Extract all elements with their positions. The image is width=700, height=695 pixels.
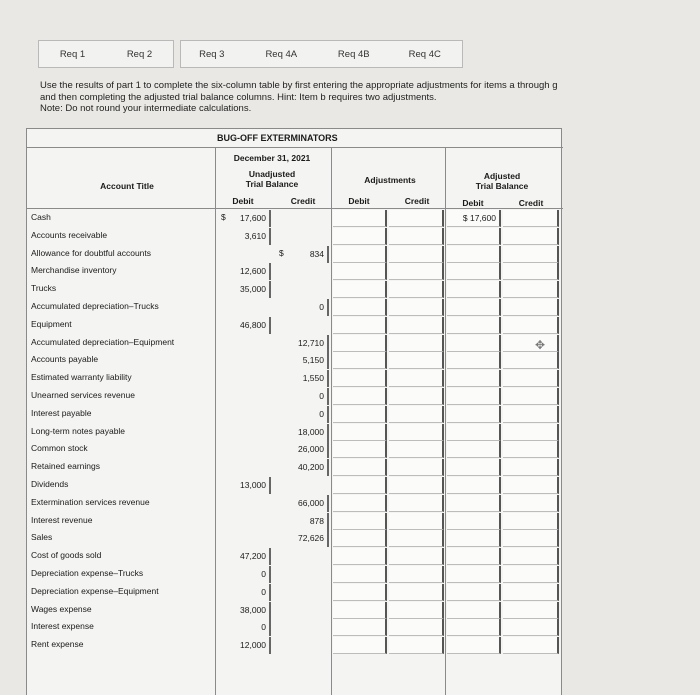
adjusted-debit-input[interactable] bbox=[447, 619, 501, 636]
unadjusted-credit-cell bbox=[275, 619, 329, 636]
adjustment-debit-input[interactable] bbox=[333, 281, 387, 298]
adjustment-credit-input[interactable] bbox=[389, 441, 444, 458]
adjustment-debit-input[interactable] bbox=[333, 228, 387, 245]
adjusted-credit-input[interactable] bbox=[503, 513, 559, 530]
adjusted-debit-input[interactable] bbox=[447, 495, 501, 512]
adjustment-credit-input[interactable] bbox=[389, 246, 444, 263]
adjustment-credit-input[interactable] bbox=[389, 637, 444, 654]
statement-date: December 31, 2021 bbox=[233, 153, 311, 163]
adjustment-debit-input[interactable] bbox=[333, 406, 387, 423]
account-title-cell: Rent expense bbox=[31, 639, 84, 650]
adjustment-credit-input[interactable] bbox=[389, 584, 444, 601]
adjustment-debit-input[interactable] bbox=[333, 299, 387, 316]
adjusted-credit-input[interactable] bbox=[503, 424, 559, 441]
unadjusted-debit-cell: 12,600 bbox=[233, 263, 271, 280]
adjusted-debit-input[interactable] bbox=[447, 530, 501, 547]
adjusted-credit-input[interactable] bbox=[503, 477, 559, 494]
adjustment-credit-input[interactable] bbox=[389, 228, 444, 245]
col-divider bbox=[331, 147, 332, 695]
adjusted-credit-input[interactable] bbox=[503, 317, 559, 334]
adjustment-credit-input[interactable] bbox=[389, 424, 444, 441]
tab-group-1 bbox=[38, 40, 174, 68]
adjustment-credit-input[interactable] bbox=[389, 602, 444, 619]
adjusted-debit-header: Debit bbox=[462, 198, 484, 208]
adjustment-credit-input[interactable] bbox=[389, 477, 444, 494]
unadjusted-credit-cell: 0 bbox=[275, 406, 329, 423]
unadjusted-debit-cell bbox=[233, 246, 271, 263]
adjusted-credit-input[interactable] bbox=[503, 459, 559, 476]
adjusted-credit-input[interactable] bbox=[503, 406, 559, 423]
adjusted-credit-input[interactable] bbox=[503, 388, 559, 405]
unadjusted-credit-cell: 66,000 bbox=[275, 495, 329, 512]
adjusted-debit-input[interactable] bbox=[447, 602, 501, 619]
unadjusted-debit-cell bbox=[233, 441, 271, 458]
account-title-cell: Estimated warranty liability bbox=[31, 372, 132, 383]
adjustment-credit-input[interactable] bbox=[389, 548, 444, 565]
account-title-cell: Depreciation expense–Trucks bbox=[31, 568, 144, 578]
unadjusted-credit-cell bbox=[275, 477, 329, 494]
adjusted-debit-input[interactable] bbox=[447, 281, 501, 298]
adjusted-credit-input[interactable] bbox=[503, 566, 559, 583]
adjusted-debit-input[interactable] bbox=[447, 406, 501, 423]
adjusted-debit-input[interactable] bbox=[447, 513, 501, 530]
adjusted-credit-input[interactable] bbox=[503, 637, 559, 654]
adjustment-debit-input[interactable] bbox=[333, 459, 387, 476]
unadjusted-credit-header: Credit bbox=[290, 196, 316, 206]
unadjusted-credit-cell: 5,150 bbox=[275, 352, 329, 369]
unadjusted-debit-cell: 46,800 bbox=[233, 317, 271, 334]
account-title-cell: Merchandise inventory bbox=[31, 265, 117, 276]
tab-req-4b[interactable]: Req 4B bbox=[337, 48, 370, 60]
adjustment-debit-input[interactable] bbox=[333, 246, 387, 263]
unadjusted-debit-cell: 12,000 bbox=[233, 637, 271, 654]
adjustment-debit-input[interactable] bbox=[333, 335, 387, 352]
worksheet-table bbox=[26, 128, 562, 695]
adjusted-credit-input[interactable] bbox=[503, 619, 559, 636]
col-divider bbox=[215, 147, 216, 695]
unadjusted-debit-cell bbox=[233, 513, 271, 530]
account-title-cell: Long-term notes payable bbox=[31, 425, 126, 436]
adjustments-debit-header: Debit bbox=[348, 196, 370, 206]
account-title-cell: Retained earnings bbox=[31, 461, 100, 472]
adjustment-credit-input[interactable] bbox=[389, 299, 444, 316]
adjusted-credit-input[interactable] bbox=[503, 299, 559, 316]
company-name: BUG-OFF EXTERMINATORS bbox=[217, 133, 338, 143]
adjusted-credit-input[interactable] bbox=[503, 246, 559, 263]
adjustment-credit-input[interactable] bbox=[389, 281, 444, 298]
adjustment-credit-input[interactable] bbox=[389, 530, 444, 547]
adjusted-debit-input[interactable] bbox=[447, 548, 501, 565]
unadjusted-credit-cell: 0 bbox=[275, 388, 329, 405]
unadjusted-credit-cell: 72,626 bbox=[275, 530, 329, 547]
unadjusted-debit-cell bbox=[233, 370, 271, 387]
adjustment-credit-input[interactable] bbox=[389, 352, 444, 369]
adjustment-credit-input[interactable] bbox=[389, 513, 444, 530]
unadjusted-debit-cell bbox=[233, 299, 271, 316]
instructions-line-2: and then completing the adjusted trial balance columns. Hint: Item b requires two adjustments. bbox=[40, 91, 437, 103]
adjusted-debit-input[interactable] bbox=[447, 335, 501, 352]
account-title-cell: Common stock bbox=[31, 443, 88, 454]
adjusted-debit-input[interactable] bbox=[447, 317, 501, 334]
adjusted-credit-input[interactable] bbox=[503, 281, 559, 298]
adjusted-credit-input[interactable] bbox=[503, 335, 559, 352]
adjusted-debit-input[interactable] bbox=[447, 370, 501, 387]
adjustment-credit-input[interactable] bbox=[389, 370, 444, 387]
adjusted-credit-input[interactable] bbox=[503, 495, 559, 512]
unadjusted-credit-cell bbox=[275, 637, 329, 654]
account-title-cell: Extermination services revenue bbox=[31, 496, 150, 507]
unadjusted-credit-cell bbox=[275, 584, 329, 601]
account-title-cell: Trucks bbox=[31, 283, 57, 294]
adjusted-credit-input[interactable] bbox=[503, 263, 559, 280]
account-title-cell: Allowance for doubtful accounts bbox=[31, 247, 152, 258]
unadjusted-debit-cell: 13,000 bbox=[233, 477, 271, 494]
unadjusted-debit-cell: 47,200 bbox=[233, 548, 271, 565]
adjustment-debit-input[interactable] bbox=[333, 637, 387, 654]
unadjusted-debit-cell: 3,610 bbox=[233, 228, 271, 245]
adjustment-credit-input[interactable] bbox=[389, 495, 444, 512]
adjusted-debit-input[interactable] bbox=[447, 441, 501, 458]
account-title-cell: Interest expense bbox=[31, 621, 94, 632]
unadjusted-debit-header: Debit bbox=[232, 196, 254, 206]
tab-group-2 bbox=[180, 40, 463, 68]
unadjusted-credit-cell: 18,000 bbox=[275, 424, 329, 441]
account-title-cell: Depreciation expense–Equipment bbox=[31, 585, 159, 596]
adjustment-debit-input[interactable] bbox=[333, 619, 387, 636]
adjusted-header bbox=[447, 171, 557, 191]
unadjusted-debit-cell bbox=[233, 406, 271, 423]
adjustment-debit-input[interactable] bbox=[333, 602, 387, 619]
account-title-cell: Accumulated depreciation–Equipment bbox=[31, 336, 175, 347]
account-title-cell: Sales bbox=[31, 532, 53, 543]
adjustment-debit-input[interactable] bbox=[333, 513, 387, 530]
adjustment-debit-input[interactable] bbox=[333, 424, 387, 441]
instructions-line-1: Use the results of part 1 to complete the six-column table by first entering the appropriate adjustments for items a through g bbox=[40, 80, 558, 91]
tab-req-2[interactable]: Req 2 bbox=[126, 48, 153, 60]
adjustment-debit-input[interactable] bbox=[333, 263, 387, 280]
unadjusted-label: Unadjusted bbox=[248, 169, 296, 179]
adjustments-header: Adjustments bbox=[364, 175, 416, 185]
adjusted-debit-input[interactable] bbox=[447, 637, 501, 654]
unadjusted-credit-cell: 40,200 bbox=[275, 459, 329, 476]
adjusted-debit-input[interactable] bbox=[447, 424, 501, 441]
adjusted-debit-input[interactable] bbox=[447, 299, 501, 316]
adjusted-credit-header: Credit bbox=[518, 198, 544, 208]
adjusted-debit-input[interactable] bbox=[447, 228, 501, 245]
adjusted-debit-input[interactable] bbox=[447, 584, 501, 601]
adjusted-credit-input[interactable] bbox=[503, 530, 559, 547]
adjusted-credit-input[interactable] bbox=[503, 548, 559, 565]
adjusted-credit-input[interactable] bbox=[503, 602, 559, 619]
account-title-cell: Equipment bbox=[31, 318, 72, 329]
adjusted-credit-input[interactable] bbox=[503, 441, 559, 458]
adjustment-debit-input[interactable] bbox=[333, 441, 387, 458]
unadjusted-debit-cell: 0 bbox=[233, 619, 271, 636]
account-title-cell: Accumulated depreciation–Trucks bbox=[31, 301, 159, 311]
adjustment-debit-input[interactable] bbox=[333, 317, 387, 334]
account-title-cell: Accounts receivable bbox=[31, 229, 108, 240]
adjustment-credit-input[interactable] bbox=[389, 263, 444, 280]
account-title-cell: Dividends bbox=[31, 479, 69, 489]
unadjusted-debit-cell: 35,000 bbox=[233, 281, 271, 298]
account-title-header: Account Title bbox=[100, 181, 154, 191]
requirement-tabs bbox=[38, 40, 463, 68]
unadjusted-debit-cell bbox=[233, 459, 271, 476]
unadjusted-credit-cell bbox=[275, 210, 329, 227]
adjustment-debit-input[interactable] bbox=[333, 584, 387, 601]
adjustment-debit-input[interactable] bbox=[333, 477, 387, 494]
unadjusted-debit-cell: 0 bbox=[233, 566, 271, 583]
unadjusted-credit-cell: 878 bbox=[275, 513, 329, 530]
adjustment-credit-input[interactable] bbox=[389, 459, 444, 476]
adjustment-credit-input[interactable] bbox=[389, 388, 444, 405]
unadjusted-credit-cell: 12,710 bbox=[275, 335, 329, 352]
adjustment-debit-input[interactable] bbox=[333, 370, 387, 387]
header-bottom-divider bbox=[27, 208, 563, 209]
adjustment-credit-input[interactable] bbox=[389, 335, 444, 352]
unadjusted-credit-cell: 834 bbox=[275, 246, 329, 263]
unadjusted-debit-cell bbox=[233, 530, 271, 547]
account-title-cell: Unearned services revenue bbox=[31, 390, 135, 400]
account-title-cell: Interest revenue bbox=[31, 514, 93, 525]
col-divider bbox=[445, 147, 446, 695]
adjustment-credit-input[interactable] bbox=[389, 566, 444, 583]
adjusted-credit-input[interactable] bbox=[503, 584, 559, 601]
adjustment-debit-input[interactable] bbox=[333, 530, 387, 547]
adjustment-credit-input[interactable] bbox=[389, 619, 444, 636]
adjusted-debit-input[interactable] bbox=[447, 246, 501, 263]
instructions-line-3: Note: Do not round your intermediate calculations. bbox=[40, 103, 252, 114]
unadjusted-debit-cell bbox=[233, 335, 271, 352]
unadjusted-credit-cell bbox=[275, 548, 329, 565]
unadjusted-debit-cell bbox=[233, 352, 271, 369]
move-cursor-icon: ✥ bbox=[535, 338, 546, 352]
adjustment-credit-input[interactable] bbox=[389, 406, 444, 423]
adjusted-debit-input[interactable]: $ 17,600 bbox=[447, 210, 501, 227]
adjustment-credit-input[interactable] bbox=[389, 210, 444, 227]
dollar-sign: $ bbox=[279, 247, 284, 258]
adjustment-debit-input[interactable] bbox=[333, 566, 387, 583]
header-divider bbox=[27, 147, 563, 148]
unadjusted-credit-cell bbox=[275, 281, 329, 298]
adjusted-debit-input[interactable] bbox=[447, 477, 501, 494]
adjusted-credit-input[interactable] bbox=[503, 370, 559, 387]
adjusted-debit-input[interactable] bbox=[447, 352, 501, 369]
adjustment-debit-input[interactable] bbox=[333, 388, 387, 405]
adjustments-credit-header: Credit bbox=[404, 196, 430, 206]
adjusted-credit-input[interactable] bbox=[503, 352, 559, 369]
adjusted-debit-input[interactable] bbox=[447, 388, 501, 405]
unadjusted-credit-cell bbox=[275, 566, 329, 583]
tab-req-1[interactable]: Req 1 bbox=[59, 48, 86, 60]
adjusted-trial-balance-label: Trial Balance bbox=[475, 181, 529, 191]
account-title-cell: Interest payable bbox=[31, 407, 92, 418]
account-title-cell: Wages expense bbox=[31, 603, 92, 614]
unadjusted-debit-cell bbox=[233, 495, 271, 512]
adjustment-credit-input[interactable] bbox=[389, 317, 444, 334]
unadjusted-credit-cell bbox=[275, 317, 329, 334]
unadjusted-debit-cell bbox=[233, 388, 271, 405]
adjustment-debit-input[interactable] bbox=[333, 352, 387, 369]
unadjusted-debit-cell: 17,600 bbox=[233, 210, 271, 227]
unadjusted-debit-cell bbox=[233, 424, 271, 441]
dollar-sign: $ bbox=[221, 212, 226, 222]
unadjusted-header bbox=[217, 169, 327, 189]
unadjusted-debit-cell: 38,000 bbox=[233, 602, 271, 619]
tab-req-4a[interactable]: Req 4A bbox=[265, 48, 298, 60]
unadjusted-credit-cell bbox=[275, 228, 329, 245]
unadjusted-trial-balance-label: Trial Balance bbox=[245, 179, 299, 189]
adjustment-debit-input[interactable] bbox=[333, 548, 387, 565]
account-title-cell: Accounts payable bbox=[31, 354, 99, 365]
adjustment-debit-input[interactable] bbox=[333, 495, 387, 512]
instructions bbox=[40, 80, 680, 115]
adjusted-credit-input[interactable] bbox=[503, 228, 559, 245]
unadjusted-debit-cell: 0 bbox=[233, 584, 271, 601]
unadjusted-credit-cell bbox=[275, 263, 329, 280]
unadjusted-credit-cell: 1,550 bbox=[275, 370, 329, 387]
tab-req-3[interactable]: Req 3 bbox=[199, 48, 225, 60]
adjustment-debit-input[interactable] bbox=[333, 210, 387, 227]
adjusted-credit-input[interactable] bbox=[503, 210, 559, 227]
unadjusted-credit-cell: 0 bbox=[275, 299, 329, 316]
unadjusted-credit-cell: 26,000 bbox=[275, 441, 329, 458]
adjusted-debit-input[interactable] bbox=[447, 459, 501, 476]
tab-req-4c[interactable]: Req 4C bbox=[408, 48, 441, 60]
adjusted-debit-input[interactable] bbox=[447, 263, 501, 280]
account-title-cell: Cash bbox=[31, 212, 51, 222]
unadjusted-credit-cell bbox=[275, 602, 329, 619]
adjusted-label: Adjusted bbox=[483, 171, 521, 181]
account-title-cell: Cost of goods sold bbox=[31, 550, 102, 561]
adjusted-debit-input[interactable] bbox=[447, 566, 501, 583]
